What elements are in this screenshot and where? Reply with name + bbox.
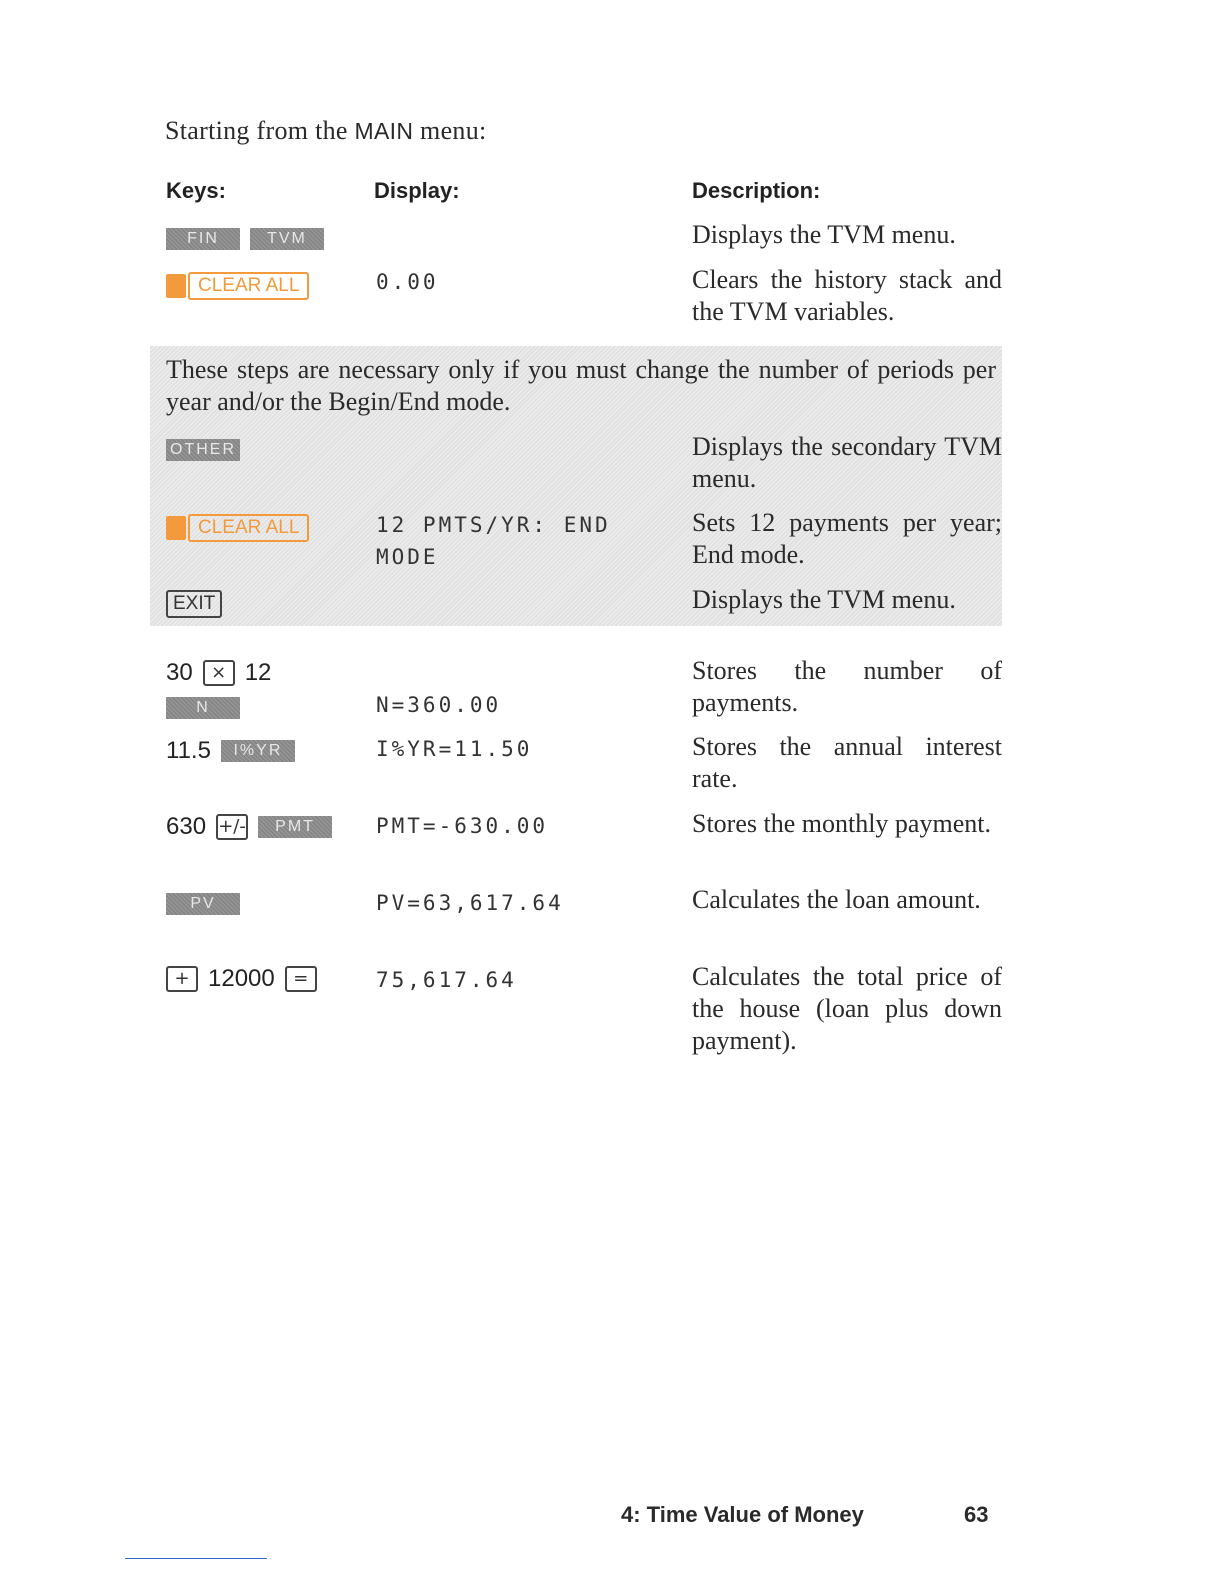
row9-keys [166, 893, 240, 915]
multiply-key[interactable]: × [203, 660, 235, 686]
row8-display: PMT=-630.00 [376, 814, 549, 838]
row6-description: Stores the number of payments. [692, 656, 1002, 717]
page-number: 63 [964, 1502, 989, 1527]
pv-softkey[interactable]: PV [166, 893, 240, 915]
row7-description: Stores the annual interest rate. [692, 732, 1002, 793]
number-entry: 11.5 [166, 737, 211, 764]
row4-keys [166, 514, 309, 542]
row5-description: Displays the TVM menu. [692, 585, 956, 614]
row9-description: Calculates the loan amount. [692, 885, 981, 914]
shift-key-icon[interactable] [166, 274, 186, 298]
row2-keys [166, 272, 309, 300]
row8-description: Stores the monthly payment. [692, 809, 991, 838]
row6-display: N=360.00 [376, 693, 502, 717]
bottom-rule [125, 1558, 267, 1559]
row8-keys [166, 813, 332, 841]
pmt-softkey[interactable]: PMT [258, 816, 332, 838]
number-entry: 30 [166, 659, 193, 686]
keys-header: Keys: [166, 178, 226, 203]
n-softkey[interactable]: N [166, 697, 240, 719]
interest-rate-softkey[interactable]: I%YR [221, 740, 295, 762]
optional-steps-note: These steps are necessary only if you must change the number of periods per year and/or the Begin/End mode. [166, 355, 996, 416]
display-header: Display: [374, 178, 460, 203]
row2-display: 0.00 [376, 270, 439, 294]
row7-keys [166, 737, 295, 765]
number-entry: 12000 [208, 965, 275, 992]
shift-key-icon[interactable] [166, 516, 186, 540]
other-softkey[interactable]: OTHER [166, 439, 240, 461]
row4-description: Sets 12 payments per year; End mode. [692, 508, 1002, 569]
fin-softkey[interactable]: FIN [166, 228, 240, 250]
intro-line: Starting from the MAIN menu: [165, 116, 487, 145]
number-entry: 630 [166, 813, 207, 840]
equals-key[interactable]: = [285, 966, 317, 992]
row10-description: Calculates the total price of the house (loan plus down payment). [692, 962, 1002, 1055]
row10-display: 75,617.64 [376, 968, 517, 992]
row7-display: I%YR=11.50 [376, 737, 533, 761]
row1-keys [166, 228, 324, 250]
row1-description: Displays the TVM menu. [692, 220, 956, 249]
row9-display: PV=63,617.64 [376, 891, 564, 915]
exit-key[interactable]: EXIT [166, 590, 222, 618]
clear-all-key[interactable]: CLEAR ALL [188, 514, 309, 542]
row4-display: 12 PMTS/YR: END MODE [376, 513, 611, 569]
row6-keys-line1 [166, 659, 271, 687]
tvm-softkey[interactable]: TVM [250, 228, 324, 250]
row2-description: Clears the history stack and the TVM variables. [692, 265, 1002, 326]
chapter-title: 4: Time Value of Money [621, 1502, 864, 1527]
row3-description: Displays the secondary TVM menu. [692, 432, 1002, 493]
row10-keys [166, 965, 317, 993]
row5-keys [166, 590, 222, 618]
description-header: Description: [692, 178, 821, 203]
change-sign-key[interactable]: +/- [216, 814, 248, 840]
row3-keys [166, 439, 240, 461]
row6-keys-line2 [166, 697, 240, 719]
number-entry: 12 [244, 659, 272, 686]
plus-key[interactable]: + [166, 966, 198, 992]
clear-all-key[interactable]: CLEAR ALL [188, 272, 309, 300]
